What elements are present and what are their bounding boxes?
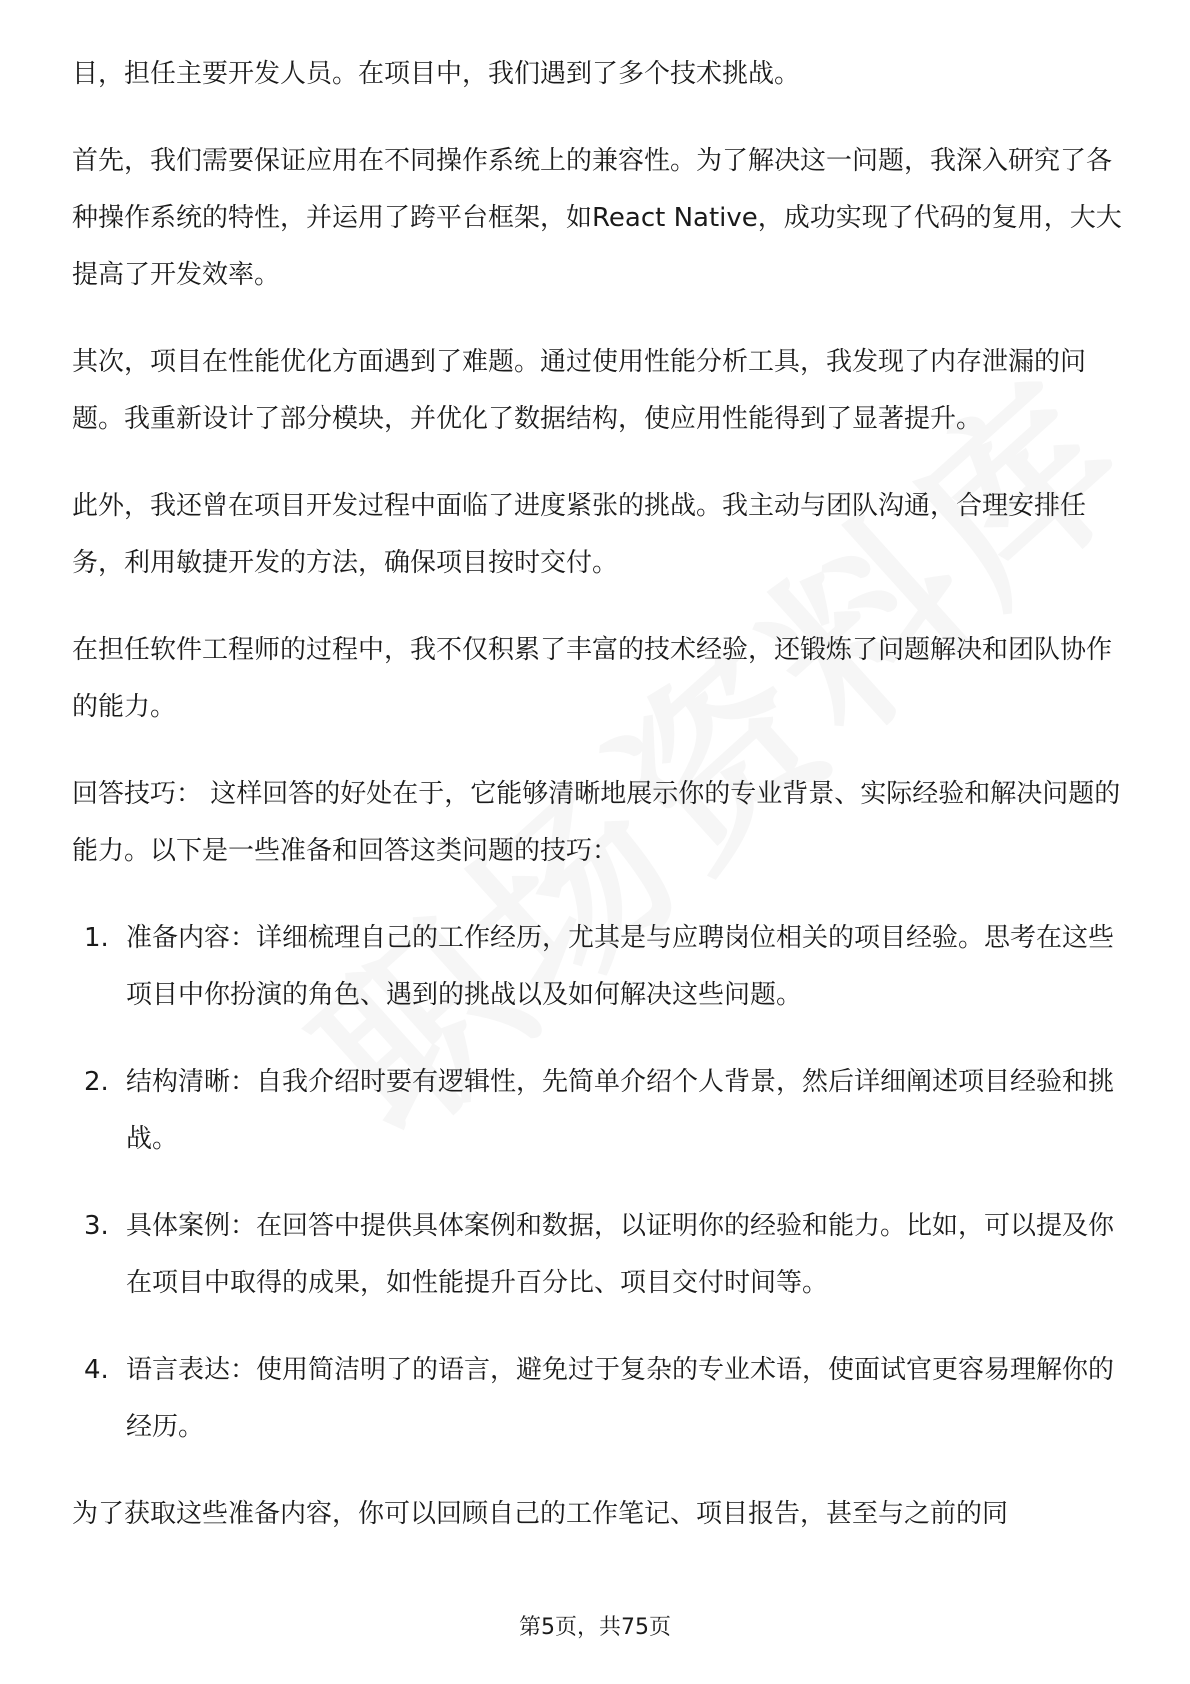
list-item <box>72 910 1122 1024</box>
list-item-number: 1. <box>84 923 109 953</box>
paragraph-summary: 在担任软件工程师的过程中，我不仅积累了丰富的技术经验，还锻炼了问题解决和团队协作的能力。 <box>72 635 1113 722</box>
list-item-number: 3. <box>84 1211 109 1241</box>
list-item <box>72 1198 1122 1312</box>
paragraph-compatibility: 首先，我们需要保证应用在不同操作系统上的兼容性。为了解决这一问题，我深入研究了各种操作系统的特性，并运用了跨平台框架，如React Native，成功实现了代码的复用，大大提高了开发效率。 <box>72 146 1122 290</box>
list-item <box>72 1342 1122 1456</box>
paragraph-closing: 为了获取这些准备内容，你可以回顾自己的工作笔记、项目报告，甚至与之前的同 <box>72 1499 1009 1529</box>
list-item-number: 2. <box>84 1067 109 1097</box>
list-item-text: 结构清晰：自我介绍时要有逻辑性，先简单介绍个人背景，然后详细阐述项目经验和挑战。 <box>126 1067 1115 1154</box>
list-item-number: 4. <box>84 1355 109 1385</box>
paragraph-performance: 其次，项目在性能优化方面遇到了难题。通过使用性能分析工具，我发现了内存泄漏的问题。我重新设计了部分模块，并优化了数据结构，使应用性能得到了显著提升。 <box>72 347 1087 434</box>
paragraph-answer-tips: 回答技巧： 这样回答的好处在于，它能够清晰地展示你的专业背景、实际经验和解决问题的能力。以下是一些准备和回答这类问题的技巧： <box>72 779 1121 866</box>
page-number-footer: 第5页，共75页 <box>519 1615 671 1640</box>
list-item-text: 具体案例：在回答中提供具体案例和数据，以证明你的经验和能力。比如，可以提及你在项目中取得的成果，如性能提升百分比、项目交付时间等。 <box>126 1211 1115 1298</box>
paragraph-schedule: 此外，我还曾在项目开发过程中面临了进度紧张的挑战。我主动与团队沟通，合理安排任务，利用敏捷开发的方法，确保项目按时交付。 <box>72 491 1087 578</box>
tips-list <box>72 910 1122 1456</box>
document-body <box>72 46 1122 1573</box>
list-item-text: 语言表达：使用简洁明了的语言，避免过于复杂的专业术语，使面试官更容易理解你的经历。 <box>126 1355 1115 1442</box>
paragraph-intro-continued: 目，担任主要开发人员。在项目中，我们遇到了多个技术挑战。 <box>72 59 801 89</box>
list-item-text: 准备内容：详细梳理自己的工作经历，尤其是与应聘岗位相关的项目经验。思考在这些项目中你扮演的角色、遇到的挑战以及如何解决这些问题。 <box>126 923 1115 1010</box>
list-item <box>72 1054 1122 1168</box>
